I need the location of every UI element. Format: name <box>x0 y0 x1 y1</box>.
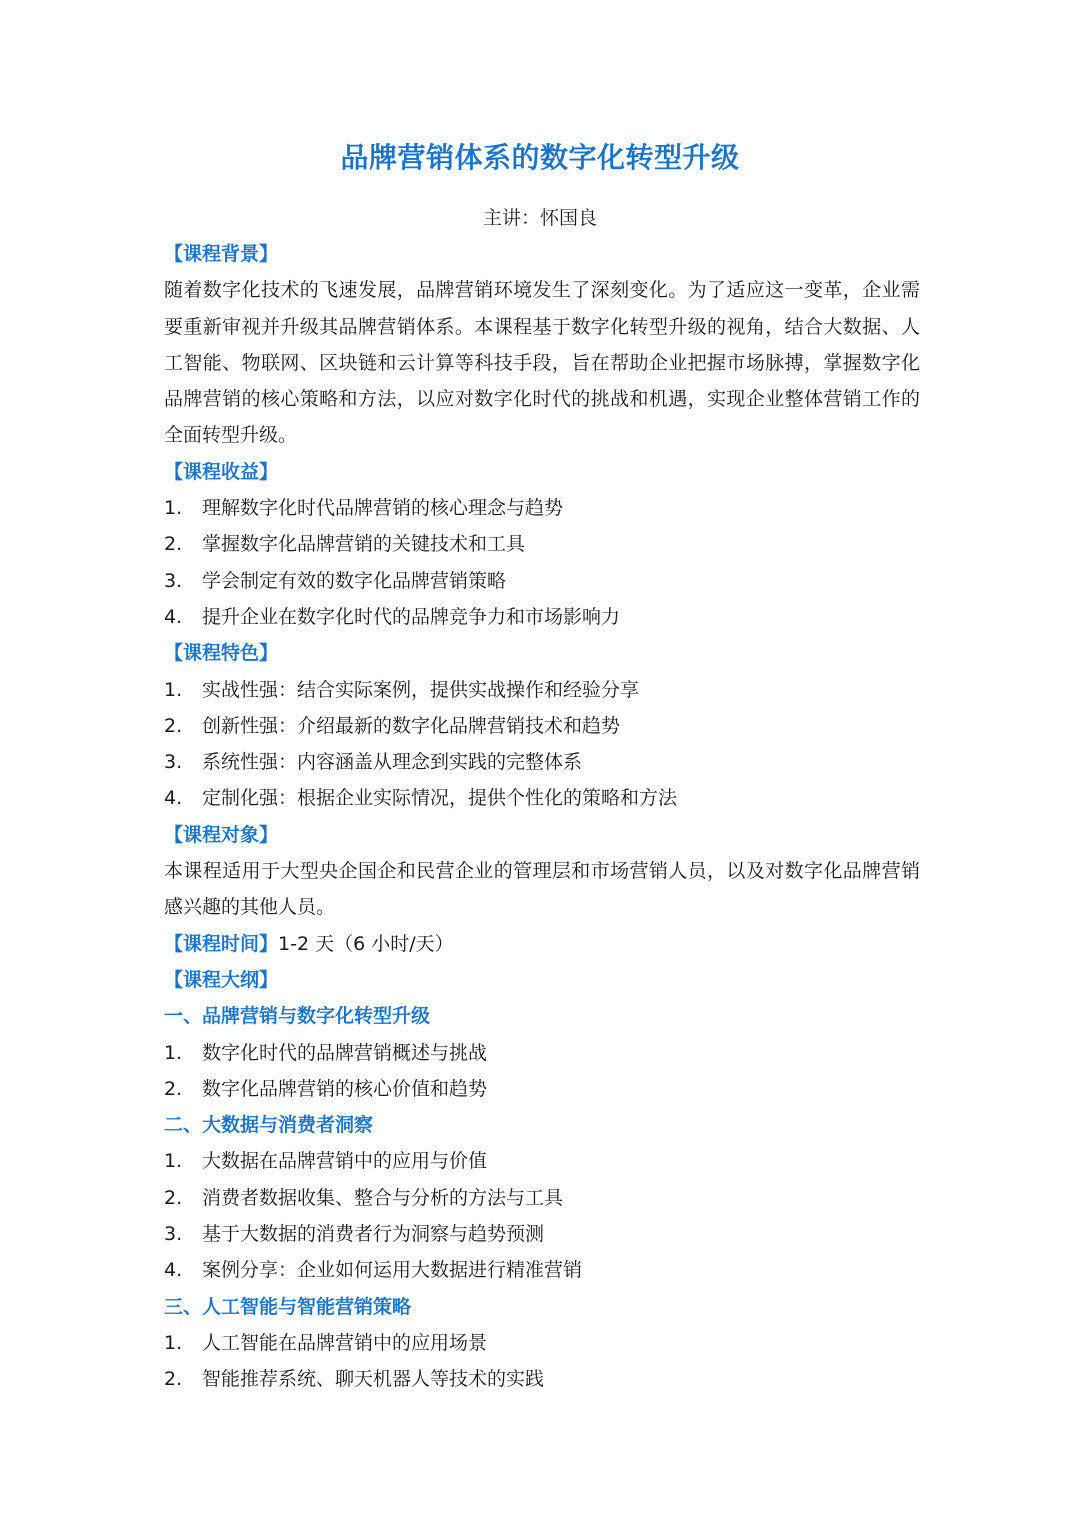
list-item-text: 智能推荐系统、聊天机器人等技术的实践 <box>202 1368 545 1391</box>
background-paragraph: 随着数字化技术的飞速发展，品牌营销环境发生了深刻变化。为了适应这一变革，企业需要重新审视并升级其品牌营销体系。本课程基于数字化转型升级的视角，结合大数据、人工智能、物联网、区块链和云计算等科技手段，旨在帮助企业把握市场脉搏，掌握数字化品牌营销的核心策略和方法，以应对数字化时代的挑战和机遇，实现企业整体营销工作的全面转型升级。 <box>164 279 920 447</box>
list-item-number: 1. <box>164 497 183 520</box>
list-item-number: 2. <box>164 533 183 556</box>
outline-section-title: 三、人工智能与智能营销策略 <box>164 1295 412 1318</box>
list-item <box>164 1180 920 1216</box>
document-body <box>164 236 920 1398</box>
duration-value: 1-2 天（6 小时/天） <box>278 932 454 955</box>
duration-heading: 【课程时间】 <box>164 932 279 955</box>
audience-heading: 【课程对象】 <box>164 823 279 846</box>
list-item-text: 大数据在品牌营销中的应用与价值 <box>202 1150 488 1173</box>
list-item-text: 实战性强：结合实际案例，提供实战操作和经验分享 <box>202 678 640 701</box>
list-item-text: 学会制定有效的数字化品牌营销策略 <box>202 569 507 592</box>
list-item-number: 4. <box>164 1259 183 1282</box>
list-item-number: 4. <box>164 605 183 628</box>
list-item-number: 3. <box>164 569 183 592</box>
list-item-number: 1. <box>164 1150 183 1173</box>
list-item-text: 系统性强：内容涵盖从理念到实践的完整体系 <box>202 751 583 774</box>
background-heading: 【课程背景】 <box>164 243 279 265</box>
list-item <box>164 780 920 816</box>
outline-section-title: 二、大数据与消费者洞察 <box>164 1114 374 1137</box>
features-list <box>164 672 920 817</box>
list-item-number: 2. <box>164 714 183 737</box>
list-item-text: 掌握数字化品牌营销的关键技术和工具 <box>202 533 526 556</box>
list-item-text: 人工智能在品牌营销中的应用场景 <box>202 1331 488 1354</box>
duration-line <box>164 926 920 962</box>
list-item <box>164 744 920 780</box>
outline-section-title: 一、品牌营销与数字化转型升级 <box>164 1005 431 1028</box>
list-item <box>164 526 920 562</box>
list-item-text: 数字化时代的品牌营销概述与挑战 <box>202 1041 488 1064</box>
list-item-number: 4. <box>164 787 183 810</box>
list-item-number: 1. <box>164 678 183 701</box>
list-item-text: 数字化品牌营销的核心价值和趋势 <box>202 1077 488 1100</box>
list-item <box>164 490 920 526</box>
list-item <box>164 599 920 635</box>
list-item-number: 1. <box>164 1331 183 1354</box>
list-item <box>164 1252 920 1288</box>
list-item-number: 2. <box>164 1077 183 1100</box>
list-item <box>164 1361 920 1397</box>
list-item <box>164 708 920 744</box>
benefits-heading: 【课程收益】 <box>164 460 279 483</box>
list-item-number: 3. <box>164 751 183 774</box>
outline-heading: 【课程大纲】 <box>164 968 279 991</box>
benefits-list <box>164 490 920 635</box>
list-item-text: 基于大数据的消费者行为洞察与趋势预测 <box>202 1223 545 1246</box>
list-item <box>164 1071 920 1107</box>
list-item-number: 1. <box>164 1041 183 1064</box>
list-item-text: 定制化强：根据企业实际情况，提供个性化的策略和方法 <box>202 787 678 810</box>
list-item <box>164 1216 920 1252</box>
list-item-number: 3. <box>164 1223 183 1246</box>
list-item-number: 2. <box>164 1368 183 1391</box>
document-title: 品牌营销体系的数字化转型升级 <box>340 141 740 174</box>
list-item <box>164 563 920 599</box>
list-item-text: 消费者数据收集、整合与分析的方法与工具 <box>202 1186 564 1209</box>
list-item-number: 2. <box>164 1186 183 1209</box>
list-item <box>164 1325 920 1361</box>
list-item-text: 案例分享：企业如何运用大数据进行精准营销 <box>202 1259 583 1282</box>
lecturer-line: 主讲：怀国良 <box>482 207 597 229</box>
list-item <box>164 1143 920 1179</box>
features-heading: 【课程特色】 <box>164 642 279 665</box>
audience-paragraph: 本课程适用于大型央企国企和民营企业的管理层和市场营销人员，以及对数字化品牌营销感兴趣的其他人员。 <box>164 860 920 919</box>
list-item-text: 创新性强：介绍最新的数字化品牌营销技术和趋势 <box>202 714 621 737</box>
list-item-text: 提升企业在数字化时代的品牌竞争力和市场影响力 <box>202 605 621 628</box>
list-item-text: 理解数字化时代品牌营销的核心理念与趋势 <box>202 497 564 520</box>
list-item <box>164 1035 920 1071</box>
list-item <box>164 672 920 708</box>
